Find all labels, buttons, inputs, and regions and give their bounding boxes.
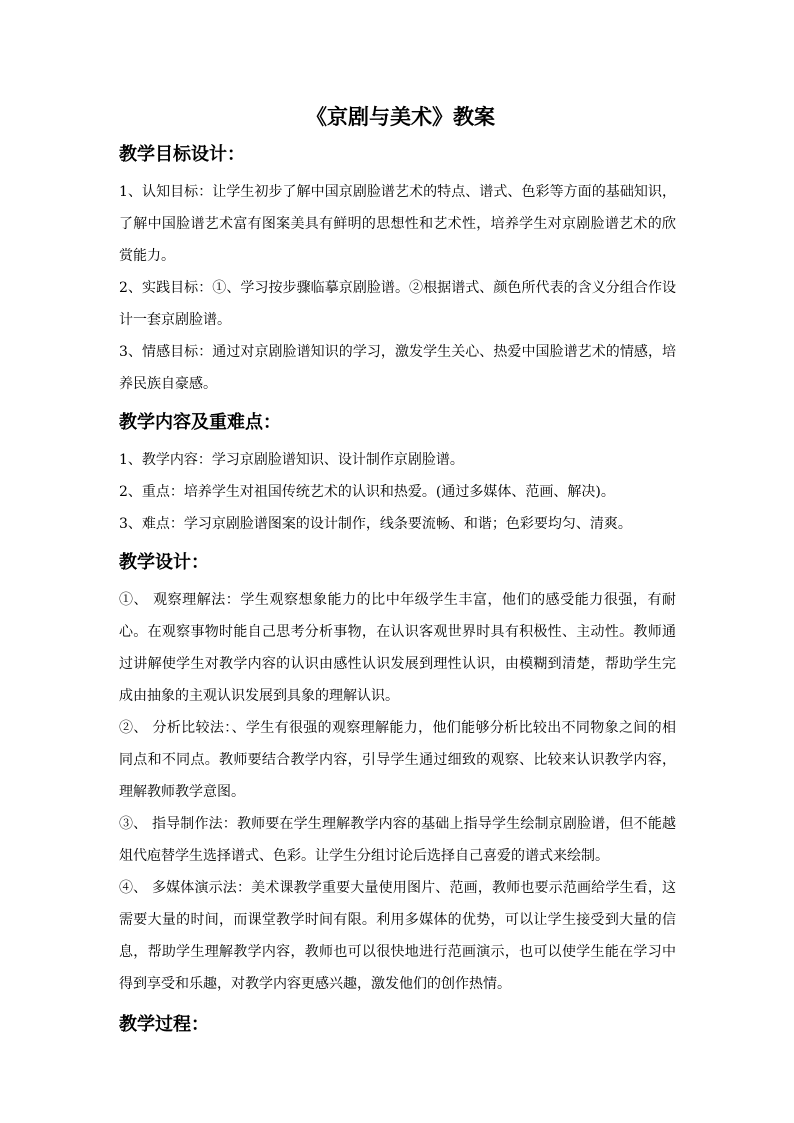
- paragraph: 2、实践目标：①、学习按步骤临摹京剧脸谱。②根据谱式、颜色所代表的含义分组合作设计一套京剧脸谱。: [119, 280, 676, 328]
- paragraph: ④、 多媒体演示法：美术课教学重要大量使用图片、范画，教师也要示范画给学生看，这需要大量的时间，而课堂教学时间有限。利用多媒体的优势，可以让学生接受到大量的信息，帮助学生理解教学内容，教师也可以很快地进行范画演示，也可以使学生能在学习中得到享受和乐趣，对教学内容更感兴趣，激发他们的创作热情。: [119, 880, 676, 992]
- paragraph: ③、 指导制作法：教师要在学生理解教学内容的基础上指导学生绘制京剧脸谱，但不能越俎代庖替学生选择谱式、色彩。让学生分组讨论后选择自己喜爱的谱式来绘制。: [119, 816, 676, 864]
- section-heading: 教学过程：: [119, 1014, 209, 1035]
- spacer: [119, 400, 676, 406]
- paragraph: 1、教学内容：学习京剧脸谱知识、设计制作京剧脸谱。: [119, 452, 464, 468]
- section-heading: 教学设计：: [119, 552, 209, 573]
- spacer: [119, 1000, 676, 1006]
- section-teaching-process: [119, 1010, 676, 1040]
- section-content-keypoints: [119, 408, 676, 540]
- paragraph: ①、 观察理解法：学生观察想象能力的比中年级学生丰富，他们的感受能力很强，有耐心。在观察事物时能自己思考分析事物，在认识客观世界时具有积极性、主动性。教师通过讲解使学生对教学内容的认识由感性认识发展到理性认识，由模糊到清楚，帮助学生完成由抽象的主观认识发展到具象的理解认识。: [119, 592, 676, 704]
- section-teaching-goals: [119, 140, 676, 400]
- section-heading: 教学内容及重难点：: [119, 412, 281, 433]
- section-heading: 教学目标设计：: [119, 144, 245, 165]
- paragraph: 3、难点：学习京剧脸谱图案的设计制作，线条要流畅、和谐；色彩要均匀、清爽。: [119, 516, 632, 532]
- spacer: [119, 540, 676, 546]
- paragraph: 1、认知目标：让学生初步了解中国京剧脸谱艺术的特点、谱式、色彩等方面的基础知识，了解中国脸谱艺术富有图案美具有鲜明的思想性和艺术性，培养学生对京剧脸谱艺术的欣赏能力。: [119, 184, 676, 264]
- document-page: [119, 100, 676, 1046]
- paragraph: 3、情感目标：通过对京剧脸谱知识的学习，激发学生关心、热爱中国脸谱艺术的情感，培养民族自豪感。: [119, 344, 676, 392]
- paragraph: ②、 分析比较法：、学生有很强的观察理解能力，他们能够分析比较出不同物象之间的相同点和不同点。教师要结合教学内容，引导学生通过细致的观察、比较来认识教学内容，理解教师教学意图。: [119, 720, 676, 800]
- paragraph: 2、重点：培养学生对祖国传统艺术的认识和热爱。(通过多媒体、范画、解决)。: [119, 484, 615, 500]
- section-teaching-design: [119, 548, 676, 1000]
- document-title: 《京剧与美术》教案: [306, 104, 495, 129]
